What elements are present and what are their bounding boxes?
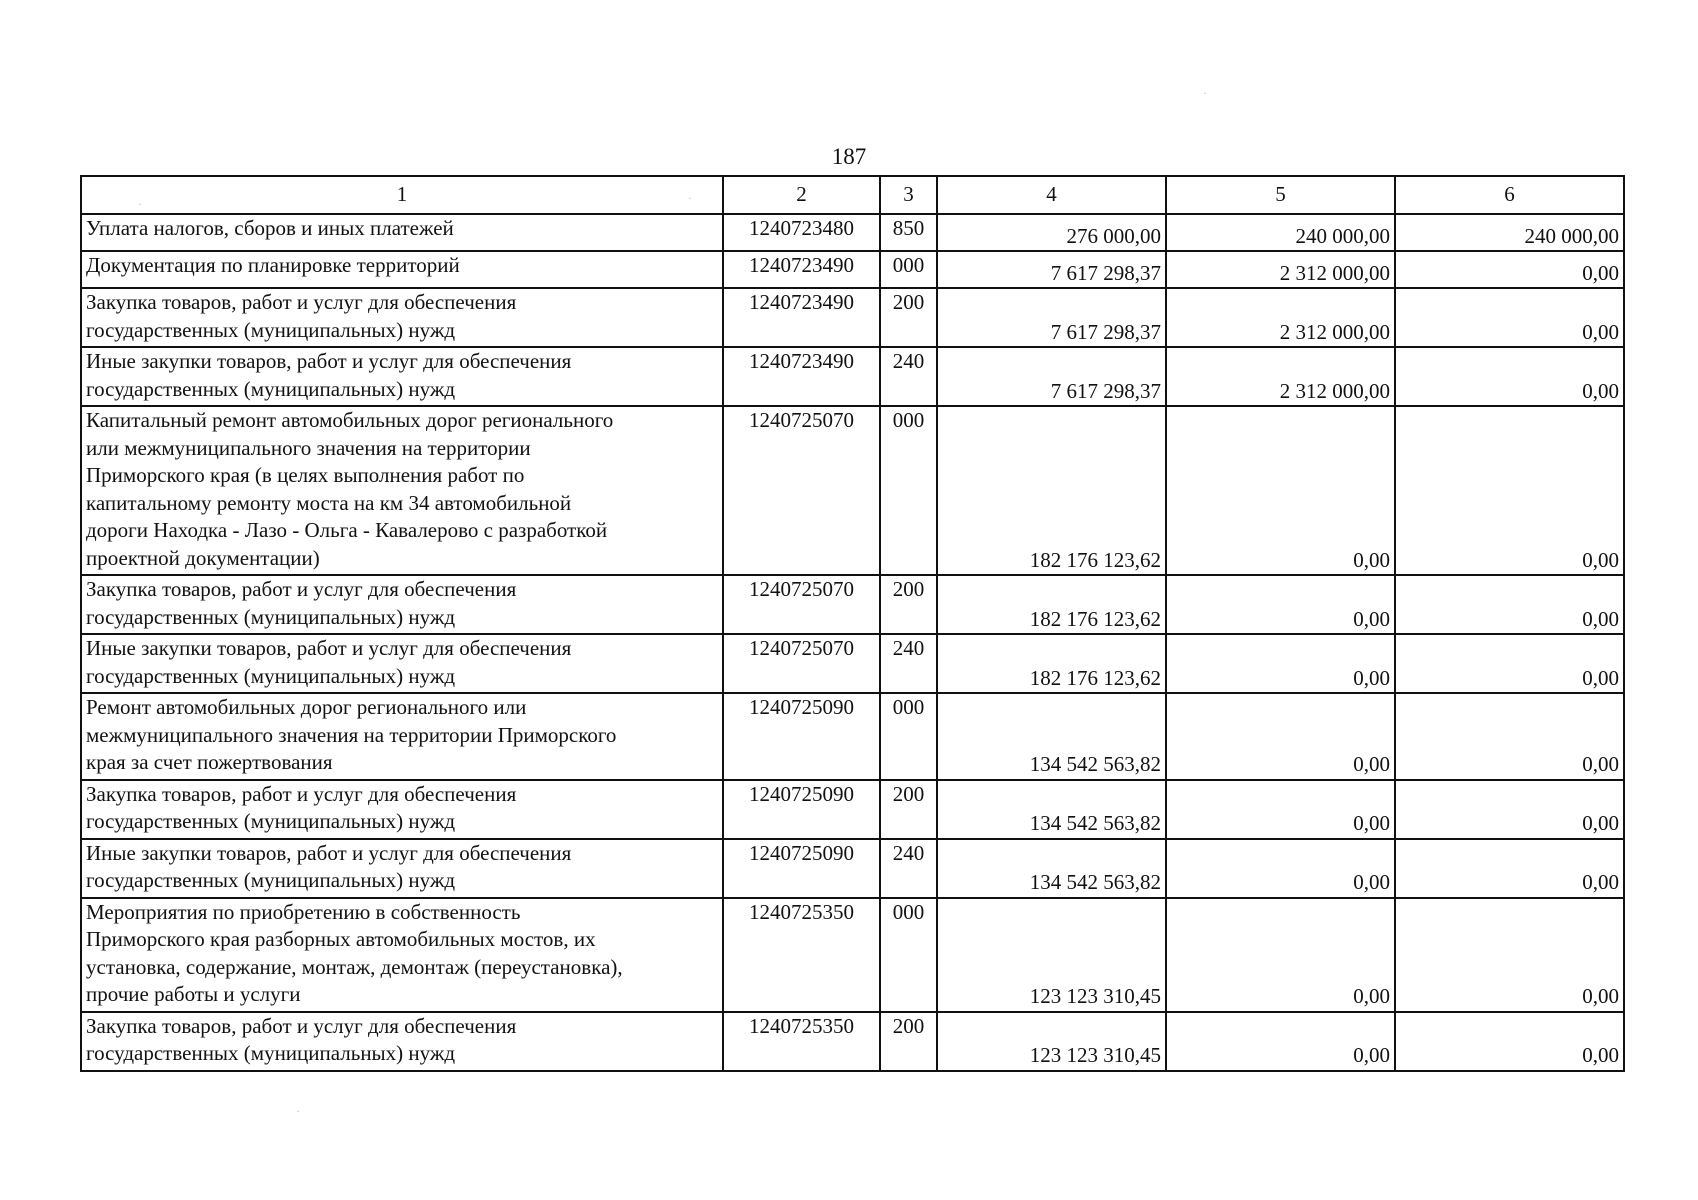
cell-name-line: проектной документации) — [86, 545, 320, 570]
amount-value: 0,00 — [1353, 870, 1390, 894]
amount-value: 182 176 123,62 — [1029, 547, 1161, 572]
cell-name-line: Приморского края разборных автомобильных мостов, их — [86, 927, 596, 951]
cell-name — [81, 406, 723, 575]
amount-value: 2 312 000,00 — [1279, 260, 1390, 285]
cell-name-line: государственных (муниципальных) нужд — [86, 809, 456, 833]
cell-expense-type: 850 — [880, 214, 937, 251]
cell-amount-col5 — [1166, 898, 1395, 1012]
cell-name-line: Иные закупки товаров, работ и услуг для обеспечения — [86, 636, 572, 660]
amount-value: 123 123 310,45 — [1029, 1043, 1161, 1067]
amount-value: 0,00 — [1582, 547, 1619, 572]
amount-value: 0,00 — [1353, 606, 1390, 631]
cell-amount-col5 — [1166, 347, 1395, 406]
cell-amount-col4 — [937, 288, 1166, 347]
cell-amount-col5 — [1166, 634, 1395, 693]
amount-value: 0,00 — [1353, 665, 1390, 690]
cell-code: 1240725350 — [723, 898, 880, 1012]
cell-amount-col5 — [1166, 1012, 1395, 1071]
table-header-row — [81, 176, 1624, 214]
cell-name-line: или межмуниципального значения на территории — [86, 435, 531, 460]
cell-name-line: государственных (муниципальных) нужд — [86, 376, 456, 401]
table-row — [81, 780, 1624, 839]
cell-expense-type: 200 — [880, 1012, 937, 1071]
cell-code: 1240725090 — [723, 839, 880, 898]
cell-amount-col4 — [937, 634, 1166, 693]
cell-name — [81, 288, 723, 347]
cell-name — [81, 634, 723, 693]
amount-value: 0,00 — [1353, 752, 1390, 776]
cell-amount-col5 — [1166, 214, 1395, 251]
budget-table — [80, 175, 1625, 1072]
cell-code: 1240725070 — [723, 406, 880, 575]
cell-amount-col6 — [1395, 839, 1624, 898]
cell-expense-type: 000 — [880, 898, 937, 1012]
amount-value: 182 176 123,62 — [1029, 665, 1161, 690]
cell-expense-type: 200 — [880, 288, 937, 347]
cell-amount-col6 — [1395, 693, 1624, 780]
column-header: 1 — [81, 176, 723, 214]
amount-value: 0,00 — [1582, 606, 1619, 631]
cell-amount-col6 — [1395, 347, 1624, 406]
cell-name — [81, 214, 723, 251]
amount-value: 182 176 123,62 — [1029, 606, 1161, 631]
amount-value: 7 617 298,37 — [1050, 319, 1161, 344]
cell-amount-col5 — [1166, 839, 1395, 898]
table-row — [81, 288, 1624, 347]
table-row — [81, 251, 1624, 288]
table-row — [81, 839, 1624, 898]
column-header: 6 — [1395, 176, 1624, 214]
amount-value: 0,00 — [1582, 811, 1619, 835]
table-row — [81, 406, 1624, 575]
amount-value: 240 000,00 — [1524, 223, 1619, 248]
table-row — [81, 634, 1624, 693]
amount-value: 0,00 — [1353, 547, 1390, 572]
cell-name-line: Закупка товаров, работ и услуг для обеспечения — [86, 1013, 517, 1038]
table-row — [81, 347, 1624, 406]
amount-value: 0,00 — [1353, 811, 1390, 835]
cell-expense-type: 000 — [880, 406, 937, 575]
cell-name-line: установка, содержание, монтаж, демонтаж (переустановка), — [86, 954, 623, 979]
amount-value: 7 617 298,37 — [1050, 378, 1161, 403]
cell-code: 1240723490 — [723, 347, 880, 406]
cell-code: 1240723480 — [723, 214, 880, 251]
cell-name-line: Закупка товаров, работ и услуг для обеспечения — [86, 577, 517, 601]
cell-name — [81, 693, 723, 780]
cell-amount-col6 — [1395, 898, 1624, 1012]
cell-name-line: Приморского края (в целях выполнения работ по — [86, 463, 525, 487]
cell-name-line: прочие работы и услуги — [86, 982, 301, 1006]
cell-name-line: Ремонт автомобильных дорог регионального или — [86, 695, 527, 719]
cell-code: 1240725350 — [723, 1012, 880, 1071]
cell-name-line: межмуниципального значения на территории Приморского — [86, 722, 617, 747]
cell-name — [81, 575, 723, 634]
scan-speck: · — [1203, 86, 1207, 100]
cell-code: 1240725070 — [723, 575, 880, 634]
cell-amount-col5 — [1166, 693, 1395, 780]
cell-amount-col5 — [1166, 406, 1395, 575]
cell-amount-col6 — [1395, 214, 1624, 251]
cell-amount-col6 — [1395, 288, 1624, 347]
amount-value: 0,00 — [1353, 984, 1390, 1008]
cell-name-line: Мероприятия по приобретению в собственность — [86, 899, 521, 924]
amount-value: 0,00 — [1582, 1043, 1619, 1067]
cell-name — [81, 898, 723, 1012]
cell-name-line: дороги Находка - Лазо - Ольга - Кавалерово с разработкой — [86, 518, 608, 542]
cell-name-line: Иные закупки товаров, работ и услуг для обеспечения — [86, 349, 572, 373]
cell-amount-col6 — [1395, 575, 1624, 634]
scan-speck: · — [688, 191, 692, 205]
amount-value: 123 123 310,45 — [1029, 984, 1161, 1008]
cell-amount-col4 — [937, 251, 1166, 288]
column-header: 5 — [1166, 176, 1395, 214]
amount-value: 0,00 — [1582, 984, 1619, 1008]
cell-amount-col4 — [937, 347, 1166, 406]
cell-amount-col4 — [937, 780, 1166, 839]
cell-name-line: Иные закупки товаров, работ и услуг для обеспечения — [86, 840, 572, 865]
amount-value: 0,00 — [1582, 260, 1619, 285]
amount-value: 7 617 298,37 — [1050, 260, 1161, 285]
cell-code: 1240725070 — [723, 634, 880, 693]
cell-name-line: Уплата налогов, сборов и иных платежей — [86, 216, 454, 240]
amount-value: 2 312 000,00 — [1279, 378, 1390, 403]
cell-amount-col4 — [937, 839, 1166, 898]
scan-speck: · — [138, 197, 142, 211]
cell-name-line: края за счет пожертвования — [86, 750, 333, 774]
cell-name — [81, 839, 723, 898]
cell-amount-col6 — [1395, 406, 1624, 575]
page-number: 187 — [831, 144, 867, 169]
table-row — [81, 898, 1624, 1012]
cell-name-line: государственных (муниципальных) нужд — [86, 868, 456, 892]
table-row — [81, 1012, 1624, 1071]
column-header: 4 — [937, 176, 1166, 214]
cell-expense-type: 000 — [880, 251, 937, 288]
cell-expense-type: 200 — [880, 575, 937, 634]
cell-name-line: государственных (муниципальных) нужд — [86, 317, 456, 342]
cell-amount-col6 — [1395, 251, 1624, 288]
table-row — [81, 575, 1624, 634]
scan-speck: · — [296, 1104, 300, 1118]
cell-amount-col5 — [1166, 780, 1395, 839]
amount-value: 134 542 563,82 — [1029, 870, 1161, 894]
cell-amount-col6 — [1395, 634, 1624, 693]
cell-amount-col5 — [1166, 251, 1395, 288]
cell-name-line: Закупка товаров, работ и услуг для обеспечения — [86, 290, 517, 314]
table-row — [81, 214, 1624, 251]
cell-name-line: Капитальный ремонт автомобильных дорог регионального — [86, 408, 614, 432]
amount-value: 0,00 — [1582, 665, 1619, 690]
cell-name — [81, 251, 723, 288]
cell-name-line: государственных (муниципальных) нужд — [86, 604, 456, 629]
amount-value: 240 000,00 — [1295, 223, 1390, 248]
cell-name-line: Документация по планировке территорий — [86, 253, 460, 277]
cell-code: 1240725090 — [723, 693, 880, 780]
cell-expense-type: 240 — [880, 347, 937, 406]
cell-amount-col4 — [937, 898, 1166, 1012]
cell-amount-col4 — [937, 406, 1166, 575]
table-row — [81, 693, 1624, 780]
cell-name — [81, 780, 723, 839]
cell-expense-type: 240 — [880, 634, 937, 693]
cell-amount-col6 — [1395, 1012, 1624, 1071]
cell-amount-col6 — [1395, 780, 1624, 839]
cell-code: 1240725090 — [723, 780, 880, 839]
cell-amount-col4 — [937, 1012, 1166, 1071]
amount-value: 0,00 — [1582, 378, 1619, 403]
amount-value: 276 000,00 — [1066, 223, 1161, 248]
cell-amount-col4 — [937, 214, 1166, 251]
amount-value: 134 542 563,82 — [1029, 752, 1161, 776]
amount-value: 0,00 — [1353, 1043, 1390, 1067]
cell-amount-col5 — [1166, 288, 1395, 347]
cell-name-line: государственных (муниципальных) нужд — [86, 1041, 456, 1065]
amount-value: 0,00 — [1582, 870, 1619, 894]
cell-expense-type: 000 — [880, 693, 937, 780]
cell-name — [81, 1012, 723, 1071]
cell-amount-col5 — [1166, 575, 1395, 634]
cell-name-line: Закупка товаров, работ и услуг для обеспечения — [86, 781, 517, 806]
amount-value: 2 312 000,00 — [1279, 319, 1390, 344]
cell-code: 1240723490 — [723, 251, 880, 288]
cell-amount-col4 — [937, 575, 1166, 634]
cell-name-line: капитальному ремонту моста на км 34 автомобильной — [86, 490, 572, 515]
amount-value: 134 542 563,82 — [1029, 811, 1161, 835]
cell-name-line: государственных (муниципальных) нужд — [86, 663, 456, 688]
amount-value: 0,00 — [1582, 319, 1619, 344]
amount-value: 0,00 — [1582, 752, 1619, 776]
cell-code: 1240723490 — [723, 288, 880, 347]
cell-expense-type: 240 — [880, 839, 937, 898]
cell-amount-col4 — [937, 693, 1166, 780]
cell-expense-type: 200 — [880, 780, 937, 839]
column-header: 2 — [723, 176, 880, 214]
column-header: 3 — [880, 176, 937, 214]
cell-name — [81, 347, 723, 406]
